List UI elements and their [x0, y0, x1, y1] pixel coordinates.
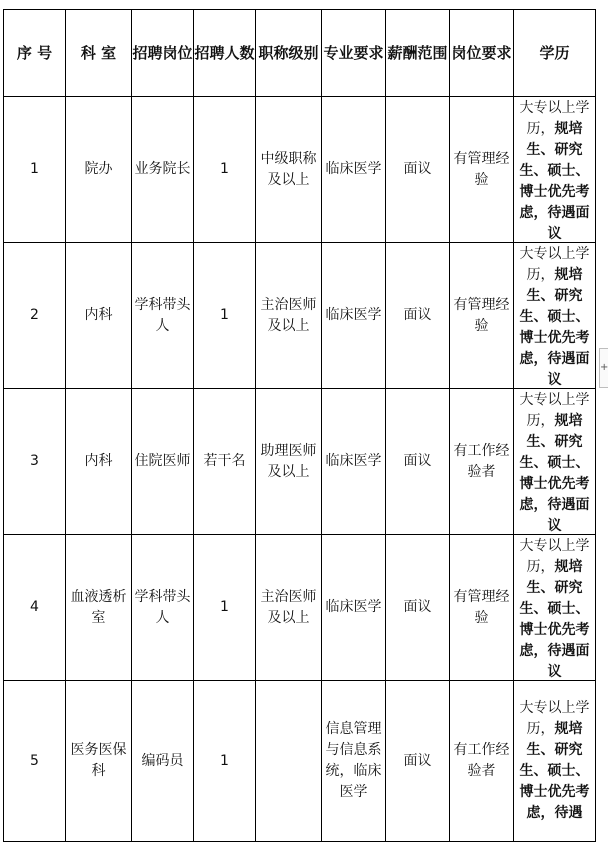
cell-post: 学科带头人	[132, 243, 194, 389]
cell-count: 1	[194, 97, 256, 243]
cell-title: 主治医师及以上	[256, 535, 322, 681]
cell-count: 1	[194, 681, 256, 842]
cell-post: 编码员	[132, 681, 194, 842]
edu-preferred: 规培生、研究生、硕士、博士优先考虑，待遇	[519, 721, 590, 821]
cell-title	[256, 681, 322, 842]
cell-major: 临床医学	[322, 535, 386, 681]
cell-post: 住院医师	[132, 389, 194, 535]
cell-edu	[514, 243, 596, 389]
table-row	[4, 389, 596, 535]
cell-title: 主治医师及以上	[256, 243, 322, 389]
cell-post: 学科带头人	[132, 535, 194, 681]
edu-base: 大专以上学历，	[519, 245, 590, 283]
header-cell-count: 招聘人数	[194, 10, 256, 97]
cell-title: 中级职称及以上	[256, 97, 322, 243]
table-row	[4, 97, 596, 243]
cell-dept: 内科	[66, 389, 132, 535]
cell-major: 信息管理与信息系统，临床医学	[322, 681, 386, 842]
cell-count: 若干名	[194, 389, 256, 535]
header-cell-post: 招聘岗位	[132, 10, 194, 97]
cell-no: 4	[4, 535, 66, 681]
edu-base: 大专以上学历，	[519, 99, 590, 137]
cell-salary: 面议	[386, 535, 450, 681]
edu-preferred: 规培生、研究生、硕士、博士优先考虑，待遇面议	[519, 558, 590, 680]
edu-preferred: 规培生、研究生、硕士、博士优先考虑，待遇面议	[519, 412, 590, 534]
header-cell-dept: 科 室	[66, 10, 132, 97]
cell-req: 有管理经验	[450, 97, 514, 243]
cell-edu	[514, 97, 596, 243]
recruitment-table	[3, 9, 596, 842]
cell-major: 临床医学	[322, 243, 386, 389]
header-cell-salary: 薪酬范围	[386, 10, 450, 97]
cell-salary: 面议	[386, 97, 450, 243]
table-row	[4, 243, 596, 389]
cell-no: 2	[4, 243, 66, 389]
table-row	[4, 535, 596, 681]
cell-req: 有工作经验者	[450, 681, 514, 842]
cell-major: 临床医学	[322, 97, 386, 243]
header-cell-major: 专业要求	[322, 10, 386, 97]
header-cell-edu: 学历	[514, 10, 596, 97]
cell-req: 有管理经验	[450, 243, 514, 389]
edu-preferred: 规培生、研究生、硕士、博士优先考虑，待遇面议	[519, 120, 590, 242]
cell-dept: 内科	[66, 243, 132, 389]
cell-dept: 院办	[66, 97, 132, 243]
cell-no: 3	[4, 389, 66, 535]
edu-base: 大专以上学历，	[519, 700, 590, 737]
cell-post: 业务院长	[132, 97, 194, 243]
cell-salary: 面议	[386, 681, 450, 842]
edu-preferred: 规培生、研究生、硕士、博士优先考虑，待遇面议	[519, 266, 590, 388]
cell-edu	[514, 389, 596, 535]
cell-salary: 面议	[386, 389, 450, 535]
cell-count: 1	[194, 535, 256, 681]
cell-no: 1	[4, 97, 66, 243]
cell-edu	[514, 681, 596, 842]
cell-salary: 面议	[386, 243, 450, 389]
edu-base: 大专以上学历，	[519, 537, 590, 575]
cell-edu	[514, 535, 596, 681]
header-cell-no: 序 号	[4, 10, 66, 97]
cell-dept: 血液透析室	[66, 535, 132, 681]
cell-no: 5	[4, 681, 66, 842]
cell-major: 临床医学	[322, 389, 386, 535]
header-cell-req: 岗位要求	[450, 10, 514, 97]
cell-req: 有工作经验者	[450, 389, 514, 535]
cell-req: 有管理经验	[450, 535, 514, 681]
edu-base: 大专以上学历，	[519, 391, 590, 429]
cell-title: 助理医师及以上	[256, 389, 322, 535]
cell-count: 1	[194, 243, 256, 389]
header-row	[4, 10, 596, 97]
header-cell-title: 职称级别	[256, 10, 322, 97]
side-expand-tab[interactable]: +	[599, 348, 608, 388]
table-row	[4, 681, 596, 842]
cell-dept: 医务医保科	[66, 681, 132, 842]
